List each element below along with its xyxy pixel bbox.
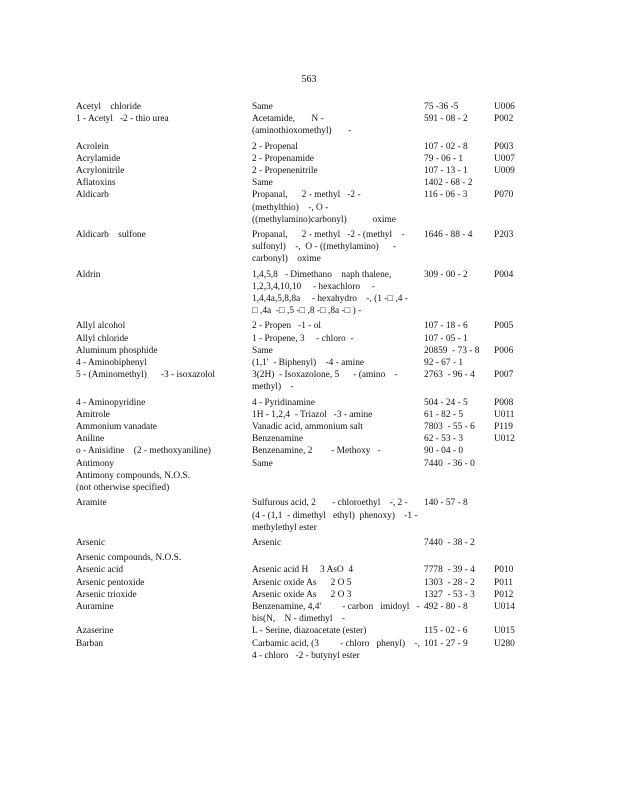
chemical-name: Antimony compounds, N.O.S. (not otherwise specified) [76,470,191,494]
chemical-synonym: Arsenic oxide As 2 O 5 [252,577,352,588]
table-row [76,141,546,153]
chemical-synonym: Benzenamine, 4,4' - carbon imidoyl - bis(N, N - dimethyl - [252,601,420,625]
cas-number: 7778 - 39 - 4 [424,565,475,576]
table-row [76,153,546,165]
chemical-name: Aniline [76,434,105,445]
chemical-name: Acrylamide [76,153,121,164]
waste-code: U014 [494,601,515,612]
chemical-name: Aldicarb [76,190,109,201]
table-row [76,497,546,534]
chemical-synonym: Benzenamine, 2 - Methoxy - [252,446,381,457]
chemical-name: Acrolein [76,141,109,152]
cas-number: 92 - 67 - 1 [424,358,464,369]
table-row [76,345,546,357]
table-row [76,577,546,589]
chemical-synonym: Acetamide, N - (aminothioxomethyl) - [252,114,352,137]
cas-number: 115 - 02 - 6 [424,626,468,637]
chemical-synonym: Arsenic acid H 3 AsO 4 [252,565,354,576]
cas-number: 2763 - 96 - 4 [424,370,475,381]
table-row [76,601,546,625]
cas-number: 107 - 05 - 1 [424,333,468,344]
table-row [76,445,546,457]
chemical-name: Azaserine [76,626,114,637]
cas-number: 7803 - 55 - 6 [424,422,475,433]
cas-number: 140 - 57 - 8 [424,498,468,509]
chemical-name: Arsenic pentoxide [76,577,145,588]
waste-code: P006 [494,345,514,356]
waste-code: P003 [494,141,514,152]
table-row [76,638,546,662]
table-row [76,421,546,433]
chemical-synonym: 2 - Propen -1 - ol [252,321,321,332]
cas-number: 7440 - 36 - 0 [424,458,475,469]
chemical-synonym: Same [252,345,273,356]
table-row [76,369,546,393]
cas-number: 20859 - 73 - 8 [424,345,480,356]
chemical-name: Allyl chloride [76,333,129,344]
waste-code: P012 [494,589,514,600]
cas-number: 101 - 27 - 9 [424,638,468,649]
cas-number: 79 - 06 - 1 [424,153,464,164]
chemical-synonym: Benzenamine [252,434,304,445]
chemical-name: Acetyl chloride [76,102,142,112]
page-number: 563 [301,74,317,85]
chemical-synonym: Arsenic oxide As 2 O 3 [252,589,352,600]
chemical-synonym: Sulfurous acid, 2 - chloroethyl -, 2 - (4 - (1,1 - dimethyl ethyl) phenoxy) -1 - methylethyl ester [252,498,418,533]
cas-number: 90 - 04 - 0 [424,446,464,457]
chemical-name: Aramite [76,498,107,509]
table-row [76,458,546,470]
chemical-synonym: 2 - Propenenitrile [252,166,318,177]
chemical-synonym: 2 - Propenamide [252,153,314,164]
chemical-synonym: Same [252,102,273,112]
waste-code: P008 [494,397,514,408]
chemical-name: Arsenic compounds, N.O.S. [76,553,182,564]
table-row [76,470,546,494]
chemical-name: Arsenic trioxide [76,589,137,600]
cas-number: 107 - 18 - 6 [424,321,468,332]
chemical-synonym: Vanadic acid, ammonium salt [252,422,363,433]
table-row [76,177,546,189]
chemical-name: Aflatoxins [76,178,116,189]
chemical-name: 4 - Aminobiphenyl [76,358,147,369]
chemical-name: Ammonium vanadate [76,422,157,433]
table-row [76,189,546,226]
table-row [76,397,546,409]
cas-number: 1327 - 53 - 3 [424,589,475,600]
cas-number: 116 - 06 - 3 [424,190,468,201]
waste-code: P007 [494,370,514,381]
chemical-synonym: 2 - Propenal [252,141,298,152]
cas-number: 492 - 80 - 8 [424,601,468,612]
table-row [76,589,546,601]
waste-code: U011 [494,409,515,420]
waste-code: U006 [494,102,515,112]
waste-code: P002 [494,114,514,125]
waste-code: U280 [494,638,515,649]
chemical-synonym: 1,4,5,8 - Dimethano naph thalene, 1,2,3,4,10,10 - hexachloro - 1,4,4a,5,8,8a - hexahydro -, (1 -□ ,4 - □ ,4a -□ ,5 -□ ,8 -□ ,8a -□ ) - [252,269,408,317]
chemical-name: Arsenic acid [76,565,124,576]
table-row [76,113,546,137]
chemical-synonym: 3(2H) - Isoxazolone, 5 - (amino - methyl) - [252,370,398,393]
cas-number: 591 - 08 - 2 [424,114,468,125]
waste-code: P070 [494,190,514,201]
cas-number: 61 - 82 - 5 [424,409,464,420]
cas-number: 75 -36 -5 [424,102,459,112]
chemical-synonym: Carbamic acid, (3 - chloro phenyl) -, 4 - chloro -2 - butynyl ester [252,638,420,661]
table-row [76,320,546,332]
chemical-table [76,101,546,662]
waste-code: U012 [494,434,515,445]
waste-code: P005 [494,321,514,332]
chemical-name: Antimony [76,458,115,469]
table-row [76,564,546,576]
chemical-synonym: 4 - Pyridinamine [252,397,316,408]
waste-code: P004 [494,269,514,280]
chemical-synonym: Propanal, 2 - methyl -2 - (methylthio) -, O - ((methylamino)carbonyl) oxime [252,190,396,225]
waste-code: P011 [494,577,513,588]
cas-number: 7440 - 38 - 2 [424,537,475,548]
cas-number: 1303 - 28 - 2 [424,577,475,588]
chemical-name: Amitrole [76,409,110,420]
chemical-synonym: Same [252,178,273,189]
chemical-name: Auramine [76,601,114,612]
chemical-name: o - Anisidine (2 - methoxyaniline) [76,446,211,457]
chemical-synonym: (1,1' - Biphenyl) -4 - amine [252,358,365,369]
chemical-synonym: L - Serine, diazoacetate (ester) [252,626,367,637]
chemical-synonym: Same [252,458,273,469]
waste-code: U007 [494,153,515,164]
chemical-name: 1 - Acetyl -2 - thio urea [76,114,169,125]
chemical-name: Aldrin [76,269,101,280]
table-row [76,165,546,177]
table-row [76,433,546,445]
cas-number: 1402 - 68 - 2 [424,178,473,189]
table-row [76,357,546,369]
chemical-synonym: Arsenic [252,537,282,548]
waste-code: U009 [494,166,515,177]
table-row [76,552,546,564]
waste-code: P203 [494,230,514,241]
table-row [76,625,546,637]
table-row [76,409,546,421]
table-row [76,537,546,549]
chemical-name: Arsenic [76,537,106,548]
cas-number: 504 - 24 - 5 [424,397,468,408]
chemical-name: Aluminum phosphide [76,345,158,356]
table-row [76,333,546,345]
chemical-synonym: 1 - Propene, 3 - chloro - [252,333,354,344]
chemical-name: Allyl alcohol [76,321,126,332]
waste-code: U015 [494,626,515,637]
cas-number: 107 - 02 - 8 [424,141,468,152]
chemical-name: Barban [76,638,104,649]
waste-code: P010 [494,565,514,576]
chemical-name: Acrylonitrile [76,166,125,177]
table-row [76,229,546,266]
cas-number: 309 - 00 - 2 [424,269,468,280]
table-row [76,269,546,318]
cas-number: 1646 - 88 - 4 [424,230,473,241]
chemical-synonym: 1H - 1,2,4 - Triazol -3 - amine [252,409,373,420]
cas-number: 107 - 13 - 1 [424,166,468,177]
chemical-synonym: Propanal, 2 - methyl -2 - (methyl - sulfonyl) -, O - ((methylamino) - carbonyl) oxime [252,230,405,265]
chemical-name: Aldicarb sulfone [76,230,146,241]
waste-code: P119 [494,422,513,433]
chemical-name: 5 - (Aminomethyl) -3 - isoxazolol [76,370,216,381]
table-row [76,101,546,113]
chemical-name: 4 - Aminopyridine [76,397,146,408]
cas-number: 62 - 53 - 3 [424,434,464,445]
